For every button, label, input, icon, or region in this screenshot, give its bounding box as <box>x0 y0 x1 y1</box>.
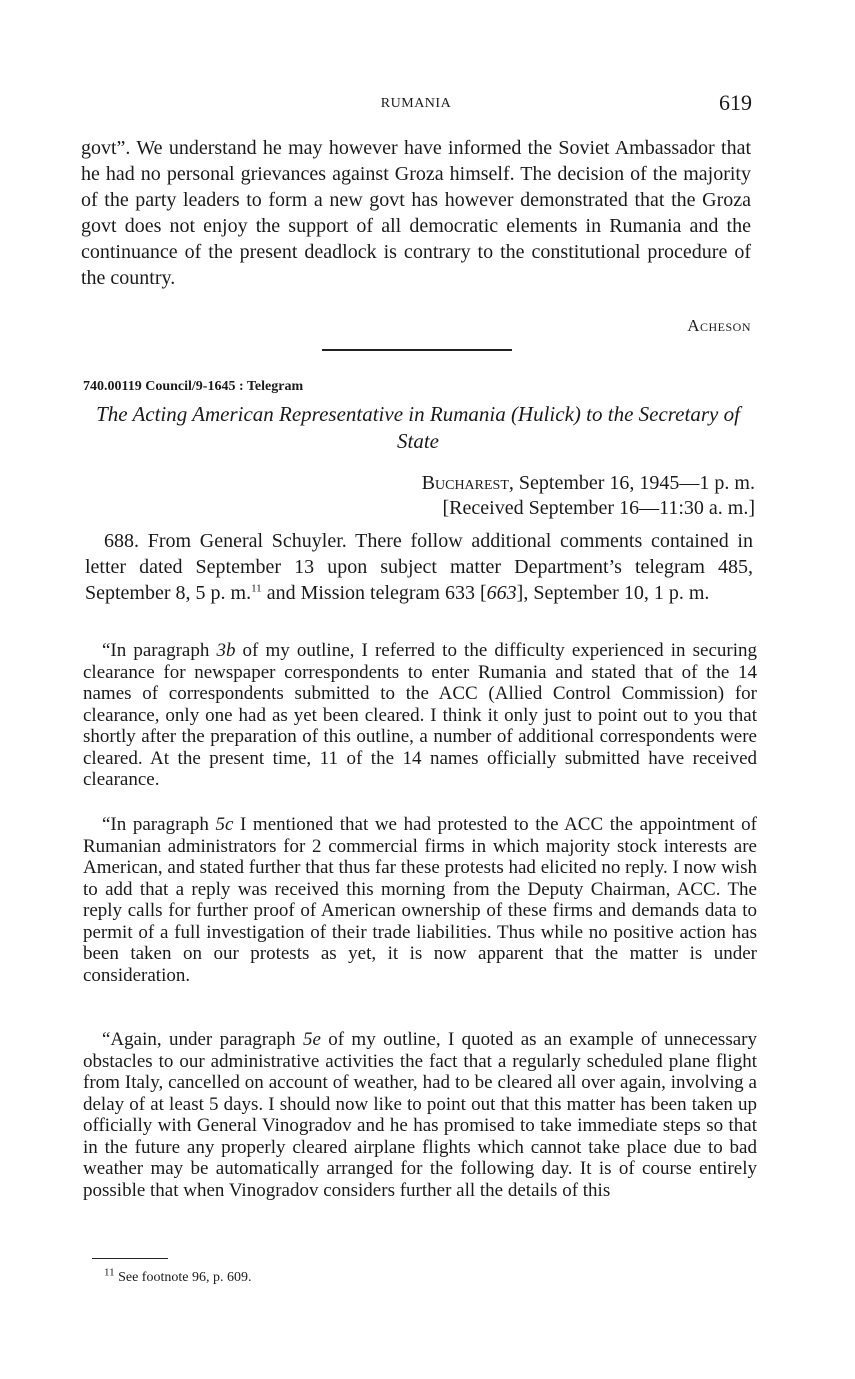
corrected-number: 663 <box>486 582 517 604</box>
intro-paragraph <box>85 528 753 606</box>
quote-paragraph-2 <box>83 814 757 986</box>
section-divider <box>322 349 512 351</box>
footnote <box>104 1266 252 1286</box>
quote-paragraph-3 <box>83 1029 757 1201</box>
quote-paragraph-1 <box>83 640 757 791</box>
quote-text: “In paragraph <box>102 814 216 835</box>
continuation-paragraph: govt”. We understand he may however have informed the Soviet Ambassador that he had no personal grievances against Groza himself. The decision of the majority of the party leaders to form a new govt has however demonstrated that the Groza govt does not enjoy the support of all democratic elements in Rumania and the continuance of the present deadlock is contrary to the constitutional procedure of the country. <box>81 137 751 289</box>
footnote-number: 11 <box>104 1266 115 1279</box>
dateline-date: September 16, 1945—1 p. m. <box>518 472 755 494</box>
quote-text: of my outline, I quoted as an example of unnecessary obstacles to our administrative activities the fact that a regularly scheduled plane flight from Italy, cancelled on account of weather, had to be cleared all over again, involving a delay of at least 5 days. I should now like to point out that this matter has been taken up officially with General Vinogradov and he has promised to take immediate steps so that in the future any properly cleared airplane flights which cannot take place due to bad weather may be automatically arranged for the following day. It is of course entirely possible that when Vinogradov considers further all the details of this <box>83 1029 757 1201</box>
quote-text: “In paragraph <box>102 640 217 661</box>
paragraph-reference: 3b <box>216 640 236 661</box>
page-number: 619 <box>719 90 752 115</box>
footnote-rule <box>92 1258 168 1259</box>
quote-text: of my outline, I referred to the difficulty experienced in securing clearance for newspaper correspondents to enter Rumania and stated that of the 14 names of correspondents submitted to the ACC (Allied Control Commission) for clearance, only one had as yet been cleared. I think it only just to point out to you that shortly after the preparation of this outline, a number of additional correspondents were cleared. At the present time, 11 of the 14 names officially submitted have received clearance. <box>83 640 757 790</box>
page-header <box>80 90 752 118</box>
dateline: Bucharest, September 16, 1945—1 p. m. <box>421 472 755 494</box>
intro-text-3: ], September 10, 1 p. m. <box>516 582 710 604</box>
document-title: The Acting American Representative in Rumania (Hulick) to the Secretary of State <box>96 402 740 453</box>
file-reference: 740.00119 Council/9-1645 : Telegram <box>83 379 304 394</box>
intro-text-2: and Mission telegram 633 [ <box>261 582 487 604</box>
quote-text: “Again, under paragraph <box>102 1029 303 1050</box>
footnote-text: See footnote 96, p. 609. <box>118 1270 252 1285</box>
quote-text: I mentioned that we had protested to the ACC the appointment of Rumanian administrators for 2 commercial firms in which majority stock interests are American, and stated further that thus far these protests had elicited no reply. I now wish to add that a reply was received this morning from the Deputy Chairman, ACC. The reply calls for further proof of American ownership of these firms and demands data to permit of a full investigation of their trade liabilities. Thus while no positive action has been taken on our protests as yet, it is now apparent that the matter is under consideration. <box>83 814 757 986</box>
footnote-marker: 11 <box>251 582 262 595</box>
paragraph-reference: 5e <box>302 1029 321 1050</box>
dateline-place: Bucharest <box>421 472 509 494</box>
running-title: RUMANIA <box>380 96 452 111</box>
received-line: [Received September 16—11:30 a. m.] <box>442 497 755 519</box>
paragraph-reference: 5c <box>215 814 234 835</box>
signature: Acheson <box>687 316 751 335</box>
intro-text: 688. From General Schuyler. There follow additional comments contained in letter dated September 13 upon subject matter Department’s telegram 485, September 8, 5 p. m. <box>85 530 753 604</box>
